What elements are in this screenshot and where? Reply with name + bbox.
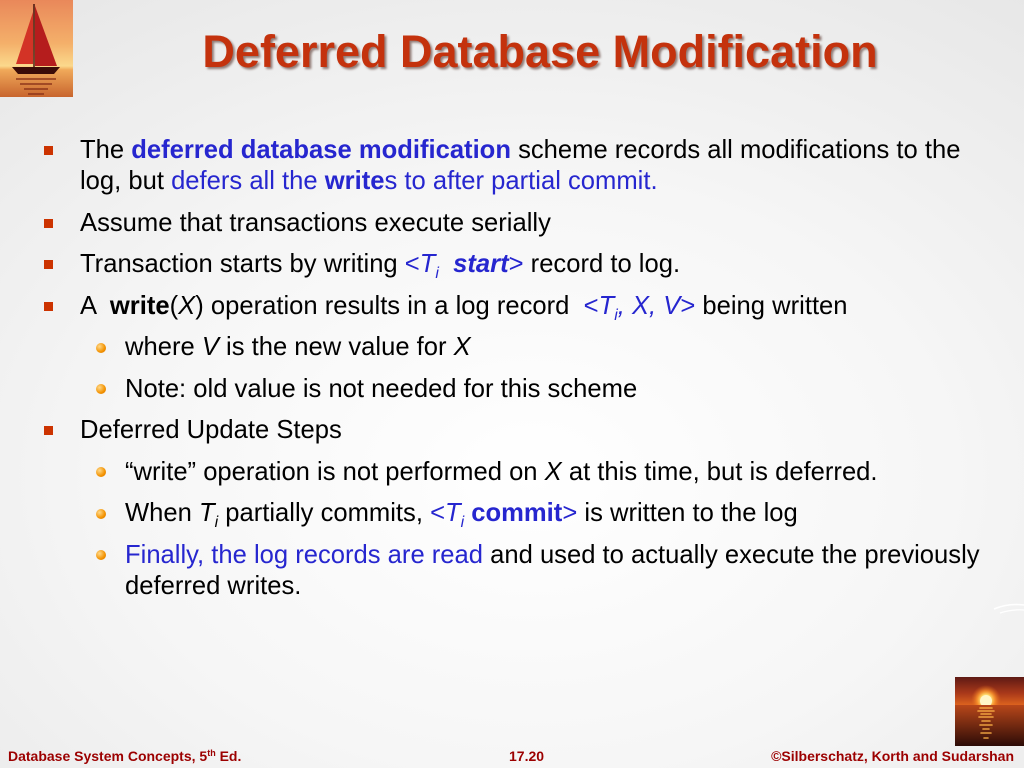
text-run: partially commits, xyxy=(218,499,431,527)
log-record-open: < xyxy=(404,250,420,278)
text-run: at this time, but is deferred. xyxy=(561,457,878,486)
variable-text: T xyxy=(198,499,215,527)
bullet-text xyxy=(80,415,1000,446)
log-record-open: < xyxy=(583,291,599,320)
bullet-text xyxy=(125,332,1000,363)
sub-bullet-item xyxy=(125,540,1000,602)
bullet-text xyxy=(80,208,1000,239)
variable-text: X xyxy=(178,291,196,320)
variable-text: V xyxy=(201,333,219,361)
highlighted-term: write xyxy=(324,167,385,195)
text-run: is written to the log xyxy=(577,499,798,527)
variable-text: , X, V xyxy=(617,291,681,320)
bullet-text xyxy=(125,374,1000,405)
sub-bullet-item xyxy=(125,374,1000,405)
highlighted-text: s to after partial commit. xyxy=(384,167,658,195)
square-bullet-icon xyxy=(44,219,53,228)
text-run: scheme records all modifications to the log, but xyxy=(80,136,968,195)
log-record-close: > xyxy=(562,499,578,527)
text-run: Note: old value is not needed for this scheme xyxy=(125,374,638,403)
text-run: being written xyxy=(695,291,848,320)
text-run: where xyxy=(125,333,202,361)
bullet-item xyxy=(80,415,1000,446)
subscript-text: i xyxy=(214,514,219,532)
sunset-image xyxy=(955,677,1024,746)
text-run: A xyxy=(80,291,110,320)
sunset-icon xyxy=(955,677,1024,746)
text-run: “write” operation is not performed on xyxy=(125,457,545,486)
variable-text: X xyxy=(453,333,471,361)
square-bullet-icon xyxy=(44,260,53,269)
bullet-text xyxy=(80,291,1000,322)
bullet-item xyxy=(80,249,1000,283)
highlighted-term: deferred database modification xyxy=(131,136,511,164)
bullet-text xyxy=(125,498,1000,532)
text-run: and used to actually execute the previously deferred writes. xyxy=(125,540,987,600)
round-bullet-icon xyxy=(96,343,106,353)
subscript-text: i xyxy=(435,265,439,283)
log-record-open: < xyxy=(430,499,446,527)
round-bullet-icon xyxy=(96,550,106,560)
text-run: is the new value for xyxy=(218,333,454,361)
sub-bullet-item xyxy=(125,332,1000,363)
page-number: 17.20 xyxy=(509,748,545,764)
square-bullet-icon xyxy=(44,426,53,435)
edition-ordinal: th xyxy=(207,748,216,758)
variable-text: T xyxy=(419,250,436,278)
edition-suffix: Ed. xyxy=(215,748,242,764)
round-bullet-icon xyxy=(96,509,106,519)
sailboat-image xyxy=(0,0,73,97)
variable-text: T xyxy=(598,291,615,320)
book-title-text: Database System Concepts, 5 xyxy=(8,748,208,764)
keyword-text: write xyxy=(109,291,170,320)
highlighted-text: defers all the xyxy=(171,167,325,195)
text-run: When xyxy=(125,499,199,527)
bullet-item xyxy=(80,135,1000,197)
text-run: Transaction starts by writing xyxy=(80,250,405,278)
bullet-item xyxy=(80,208,1000,239)
bullet-text xyxy=(125,457,1000,488)
decorative-swoosh-icon xyxy=(992,600,1024,620)
variable-text: T xyxy=(445,499,461,527)
subscript-text: i xyxy=(614,306,618,324)
keyword-text: commit xyxy=(464,499,563,527)
log-record-close: > xyxy=(508,250,524,278)
square-bullet-icon xyxy=(44,302,53,311)
sub-bullet-item xyxy=(125,498,1000,532)
footer-book-title xyxy=(8,748,241,764)
variable-text: X xyxy=(544,457,562,486)
round-bullet-icon xyxy=(96,467,106,477)
log-record-close: > xyxy=(680,291,696,320)
square-bullet-icon xyxy=(44,146,53,155)
sailboat-icon xyxy=(0,0,73,97)
text-run: ( xyxy=(169,291,179,320)
bullet-item xyxy=(80,291,1000,322)
round-bullet-icon xyxy=(96,384,106,394)
slide-title: Deferred Database Modification xyxy=(202,26,878,77)
text-run: Assume that transactions execute serially xyxy=(80,208,551,237)
highlighted-text: Finally, the log records are read xyxy=(125,540,484,569)
text-run: Deferred Update Steps xyxy=(80,416,342,444)
subscript-text: i xyxy=(460,514,465,532)
slide-body xyxy=(0,135,1024,602)
text-run: ) operation results in a log record xyxy=(195,291,584,320)
copyright-notice: ©Silberschatz, Korth and Sudarshan xyxy=(771,748,1014,764)
text-run: record to log. xyxy=(523,250,681,278)
bullet-text xyxy=(80,249,1000,283)
text-run: The xyxy=(80,136,132,164)
bullet-text xyxy=(80,135,1000,197)
keyword-text: start xyxy=(438,250,509,278)
sub-bullet-item xyxy=(125,457,1000,488)
bullet-text xyxy=(125,540,1000,602)
